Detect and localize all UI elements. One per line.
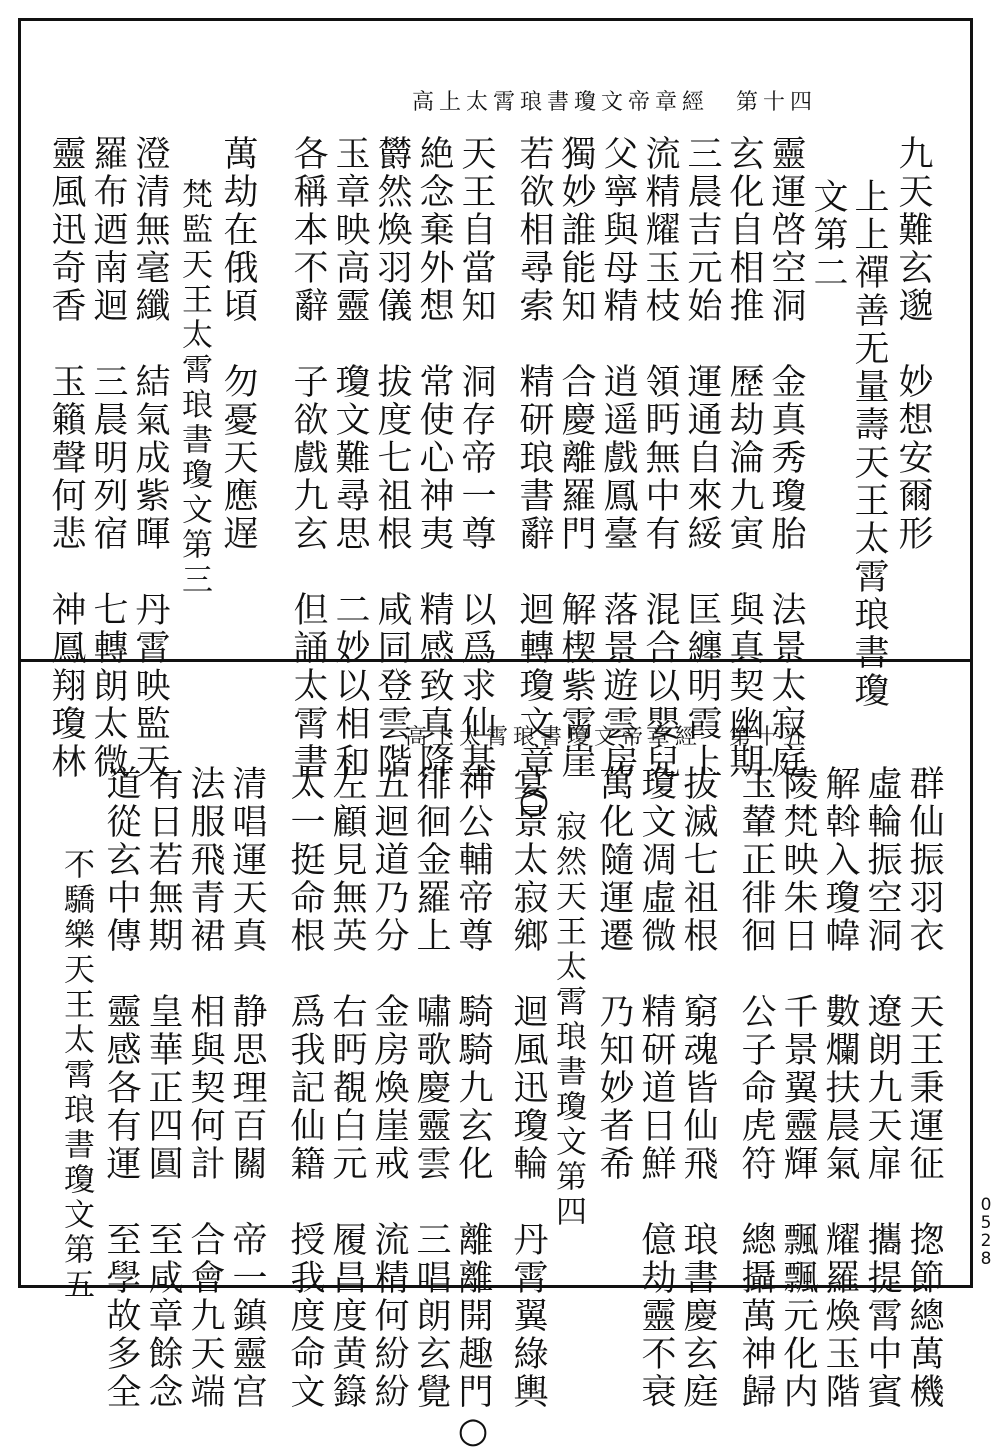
bottom-col-11: 神公輔帝尊 騎騎九玄化 離離開趣門○ [453, 765, 493, 1454]
bottom-col-8: 萬化隨運遷 乃知妙者希 [594, 765, 634, 1183]
bottom-col-14: 左顧見無英 右眄覩白元 履昌度黄籙 [327, 765, 367, 1411]
bottom-col-1: 群仙振羽衣 天王秉運征 揔節總萬機 [904, 765, 944, 1411]
bottom-col-20-title: 不驕樂天王太霄琅書瓊文第五 [58, 848, 94, 1303]
bottom-col-13: 五迴道乃分 金房煥崖戒 流精何紛紛 [369, 765, 409, 1411]
top-col-3: 文第二 [808, 178, 848, 292]
page-number-digit: 8 [980, 1249, 992, 1269]
page-number-digit: 0 [980, 1195, 992, 1215]
bottom-col-18: 有日若無期 皇華正四圓 至咸章餘念 [143, 765, 183, 1411]
top-col-9: 獨妙誰能知 合慶離羅門 解楔紫霄崖 [556, 135, 596, 781]
top-col-11: 天王自當知 洞存帝一尊 以爲求仙基 [456, 135, 496, 781]
bottom-col-4: 陵梵映朱日 千景翼靈輝 飄飄元化内 [778, 765, 818, 1411]
bottom-col-15: 太一挺命根 爲我記仙籍 授我度命文 [285, 765, 325, 1411]
top-col-12: 絶念棄外想 常使心神夷 精感致真降 [414, 135, 454, 781]
page-number [976, 1196, 996, 1268]
top-col-8: 父寧與母精 逍遥戲鳳臺 落景遊雲房 [598, 135, 638, 781]
bottom-col-3: 解斡入瓊幃 數爛扶晨氣 耀羅煥玉階 [820, 765, 860, 1411]
bottom-col-10: 宴景太寂鄉 迴風迅瓊輪 丹霄翼綠輿 [508, 765, 548, 1411]
top-col-15: 各稱本不辭 子欲戲九玄 但誦太霄書 [288, 135, 328, 781]
bottom-col-5: 玉輦正徘徊 公子命虎符 總攝萬神歸 [736, 765, 776, 1411]
bottom-col-9-title: 寂然天王太霄琅書瓊文第四 [550, 810, 586, 1230]
top-col-2: 上上禪善无量壽天王太霄琅書瓊 [849, 178, 889, 710]
bottom-col-7: 瓊文凋虛微 精研道日鮮 億劫靈不衰 [636, 765, 676, 1411]
top-col-1: 九天難玄邈 妙想安爾形 [893, 135, 933, 553]
top-col-10: 若欲相尋索 精研琅書辭 迴轉瓊文章○ [514, 135, 554, 824]
top-panel-header: 高上太霄琅書瓊文帝章經 第十四 [412, 90, 818, 115]
bottom-col-2: 虛輪振空洞 遼朗九天扉 攜提霄中賓 [862, 765, 902, 1411]
page-number-digit: 5 [980, 1213, 992, 1233]
top-col-5: 玄化自相推 歷劫淪九寅 與真契幽期 [724, 135, 764, 781]
top-col-7: 流精耀玉枝 領眄無中有 混合以嬰兒 [640, 135, 680, 781]
bottom-col-17: 法服飛青裙 相與契何計 合會九天端 [185, 765, 225, 1411]
top-col-4: 靈運啓空洞 金真秀瓊胎 法景太寂庭 [766, 135, 806, 781]
bottom-panel-header: 高上太霄琅書瓊文帝章經 第十五 [405, 725, 811, 750]
bottom-col-16: 清唱運天真 静思理百關 帝一鎮靈宫 [227, 765, 267, 1411]
top-col-18: 澄清無毫纖 結氣成紫暉 丹霄映監天 [130, 135, 170, 781]
top-col-14: 玉章映高靈 瓊文難尋思 二妙以相和 [330, 135, 370, 781]
page-number-digit: 2 [980, 1231, 992, 1251]
bottom-col-6: 拔滅七祖根 窮魂皆仙飛 琅書慶玄庭 [678, 765, 718, 1411]
top-col-19: 羅布迺南迴 三晨明列宿 七轉朗太微 [88, 135, 128, 781]
top-col-20: 靈風迅奇香 玉籟聲何悲 神鳳翔瓊林 [46, 135, 86, 781]
top-col-6: 三晨吉元始 運通自來綏 匡纏明霞上 [682, 135, 722, 781]
top-col-17-title: 梵監天王太霄琅書瓊文第三 [176, 178, 212, 598]
bottom-col-19: 道從玄中傳 靈感各有運 至學故多全 [101, 765, 141, 1411]
bottom-col-12: 徘徊金羅上 嘯歌慶靈雲 三唱朗玄覺 [411, 765, 451, 1411]
top-col-16: 萬劫在俄頃 勿憂天應遅 [218, 135, 258, 553]
top-col-13: 欝然煥羽儀 拔度七祖根 咸同登雲階 [372, 135, 412, 781]
